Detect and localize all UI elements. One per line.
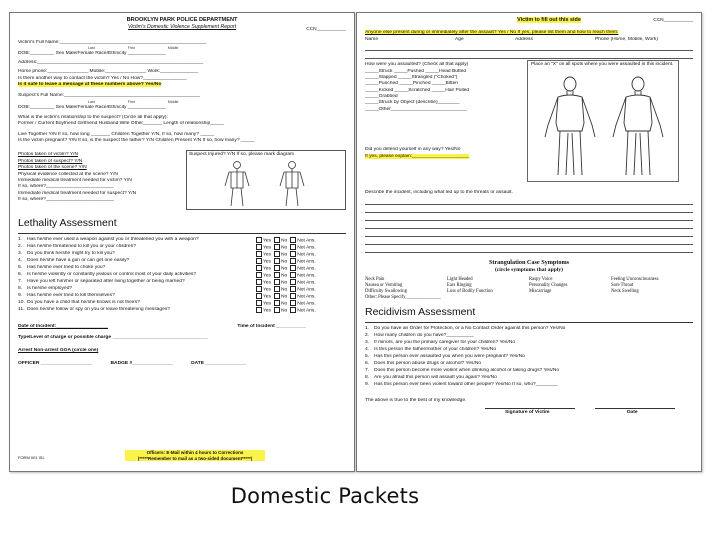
date-of-incident: Date of Incident:___________________ <box>18 324 108 330</box>
injury-diagram-box <box>527 60 679 182</box>
checkbox-icon[interactable] <box>256 300 262 306</box>
answer-option[interactable]: No <box>274 244 287 252</box>
suspect-injured-label: Suspect Injured? Y/N If so, please mark diagram <box>189 152 295 158</box>
slide-caption: Domestic Packets <box>230 484 420 508</box>
suspect-dob-line: DOB:_________ Sex Male/Female Race/Ethnicity ______________ <box>18 104 166 110</box>
victim-address-line: Address:_____________________________________________________________ <box>18 59 204 65</box>
strangulation-subtitle: (circle symptoms that apply) <box>494 266 564 273</box>
place-x-instruction: Place an "X" on all spots where you were assaulted in this incident. <box>531 62 674 68</box>
answer-option[interactable]: Not Ans. <box>290 286 316 294</box>
symptom-item[interactable]: Raspy Voice <box>529 276 553 282</box>
description-lines <box>365 197 693 253</box>
answer-option[interactable]: Not Ans. <box>290 293 316 301</box>
lethality-question: 11. Does he/she follow or spy on you or leave threatening messages? Yes No Not Ans. <box>18 307 316 313</box>
checkbox-icon[interactable] <box>256 307 262 313</box>
checkbox-icon[interactable] <box>274 286 280 292</box>
checkbox-icon[interactable] <box>256 237 262 243</box>
checkbox-icon[interactable] <box>290 265 296 271</box>
medical-victim-where: If so, where?_________________________ <box>18 184 114 190</box>
answer-option[interactable]: Yes <box>256 307 271 315</box>
recidivism-question: 6. Does this person abuse drugs or alcohol? Yes/No <box>365 361 482 367</box>
checkbox-icon[interactable] <box>256 279 262 285</box>
lethality-question: 5. Has he/she ever tried to choke you? Yes No Not Ans. <box>18 265 316 271</box>
pregnant-line: Is the victim pregnant? Y/N If so, is the suspect the father? Y/N Children Present Y/N If so, how many? _____ <box>18 138 255 143</box>
answer-option[interactable]: Not Ans. <box>290 265 316 273</box>
recidivism-question: 7. Does this person become more violent when drinking alcohol or taking drugs? Yes/No <box>365 368 560 374</box>
answer-option[interactable]: No <box>274 251 287 259</box>
answer-option[interactable]: Yes <box>256 286 271 294</box>
checkbox-icon[interactable] <box>256 272 262 278</box>
symptom-item[interactable]: Loss of Bodily Function <box>447 289 493 295</box>
lethality-title: Lethality Assessment <box>18 217 117 230</box>
recidivism-title: Recidivism Assessment <box>365 306 476 319</box>
photo-victim: Photos taken of victim? Y/N <box>18 152 78 158</box>
description-line[interactable] <box>365 245 693 253</box>
description-line[interactable] <box>365 237 693 245</box>
date-label: Date <box>627 410 638 416</box>
answer-option[interactable]: No <box>274 265 287 273</box>
answer-option[interactable]: Not Ans. <box>290 307 316 315</box>
lethality-question: 9. Has he/she ever tried to kill themselves? Yes No Not Ans. <box>18 293 316 299</box>
checkbox-icon[interactable] <box>274 251 280 257</box>
lethality-list <box>18 237 346 314</box>
description-line[interactable] <box>365 229 693 237</box>
recidivism-question: 1. Do you have an Order for Protection, or a No Contact Order against this person? Yes/No <box>365 326 566 332</box>
assault-question: How were you assaulted? (Check all that apply) <box>365 62 469 68</box>
answer-option[interactable]: Not Ans. <box>290 300 316 308</box>
checkbox-icon[interactable] <box>290 272 296 278</box>
describe-incident: Describe the incident, including what led up to the threats or assault. <box>365 190 513 196</box>
physical-evidence: Physical evidence collected at the scene? Y/N <box>18 171 118 177</box>
answer-option[interactable]: Yes <box>256 293 271 301</box>
checkbox-icon[interactable] <box>256 265 262 271</box>
victim-side-title: Victim to fill out this side <box>517 17 581 23</box>
answer-option[interactable]: Yes <box>256 237 271 245</box>
officer-note <box>125 450 265 461</box>
symptom-grid <box>365 277 693 301</box>
victim-name-line: Victim's Full Name:______________________________________________________ <box>18 39 207 45</box>
recidivism-question: 8. Are you afraid this person will assault you again? Yes/No <box>365 375 497 381</box>
checkbox-icon[interactable] <box>290 237 296 243</box>
answer-option[interactable]: No <box>274 279 287 287</box>
symptom-item[interactable]: Sore Throat <box>611 282 634 288</box>
symptom-item[interactable]: Ears Ringing <box>447 282 472 288</box>
assault-option: _____Other____________________________ <box>365 106 467 112</box>
name-labels: Last First Middle <box>88 45 179 50</box>
checkbox-icon[interactable] <box>274 279 280 285</box>
checkbox-icon[interactable] <box>274 307 280 313</box>
recidivism-question: 9. Has this person ever been violent toward other people? Yes/No If so, who?________ <box>365 382 558 388</box>
assault-option: _____Struck by Object (describe)________ <box>365 100 460 106</box>
answer-option[interactable]: No <box>274 293 287 301</box>
note-line-1: Officers: E-Mail within 4 hours to Corrections <box>146 450 244 455</box>
checkbox-icon[interactable] <box>274 293 280 299</box>
answer-option[interactable]: Not Ans. <box>290 251 316 259</box>
date-field: DATE _______________ <box>191 361 247 367</box>
answer-option[interactable]: No <box>274 300 287 308</box>
answer-option[interactable]: Not Ans. <box>290 279 316 287</box>
description-line[interactable] <box>365 213 693 221</box>
form-number: FORM 001 ISL <box>18 455 45 460</box>
medical-suspect: Immediate medical treatment needed for suspect? Y/N <box>18 190 137 196</box>
checkbox-icon[interactable] <box>274 244 280 250</box>
answer-option[interactable]: Yes <box>256 244 271 252</box>
suspect-name-line: Suspect's Full Name:__________________________________________________ <box>18 93 201 99</box>
defend-question: Did you defend yourself in any way? Yes/No <box>365 147 461 153</box>
witness-question: Anyone else present during or immediately after the assault? Yes / No If yes, please list them and how to reach them: <box>365 30 619 36</box>
lethality-question: 7. Have you left him/her or separated after living together or being married? Yes No Not Ans. <box>18 279 316 285</box>
photo-suspect: Photos taken of suspect? Y/N <box>18 158 83 164</box>
note-line-2: (*****Remember to mail as a two-sided document*****) <box>137 455 253 461</box>
truth-statement: The above is true to the best of my knowledge. <box>365 397 467 403</box>
answer-option[interactable]: Not Ans. <box>290 258 316 266</box>
description-line[interactable] <box>365 197 693 205</box>
assault-option: _____Kicked _____Scratched _____Hair Pulled <box>365 87 470 93</box>
answer-option[interactable]: Not Ans. <box>290 244 316 252</box>
department-title: BROOKLYN PARK POLICE DEPARTMENT <box>126 17 238 23</box>
badge-field: BADGE #_______________ <box>110 361 174 367</box>
checkbox-icon[interactable] <box>274 272 280 278</box>
checkbox-icon[interactable] <box>274 237 280 243</box>
assault-option: _____Struck _____Pushed _____Head Butted <box>365 68 467 74</box>
answer-option[interactable]: Yes <box>256 258 271 266</box>
answer-option[interactable]: No <box>274 237 287 245</box>
report-title: Victim's Domestic Violence Supplement Report <box>127 24 237 31</box>
checkbox-icon[interactable] <box>290 251 296 257</box>
answer-option[interactable]: Yes <box>256 272 271 280</box>
recidivism-question: 4. Is this person the father/mother of your children? Yes/No <box>365 347 497 353</box>
medical-victim: Immediate medical treatment needed for victim? Y/N <box>18 177 132 183</box>
recidivism-question: 5. Has this person ever assaulted you when you were pregnant? Yes/No <box>365 354 525 360</box>
checkbox-icon[interactable] <box>290 286 296 292</box>
witness-col-name: Name <box>365 36 379 42</box>
answer-option[interactable]: Yes <box>256 265 271 273</box>
answer-option[interactable]: No <box>274 272 287 280</box>
answer-option[interactable]: Yes <box>256 251 271 259</box>
lethality-question: 8. Is he/she employed? Yes No Not Ans. <box>18 286 316 292</box>
photo-scene: Photos taken of the scene? Y/N <box>18 165 87 171</box>
arrest-line: Arrest Non-arrest GOA (circle one) <box>18 347 99 353</box>
medical-suspect-where: If so, where?_________________________ <box>18 197 114 202</box>
symptom-item[interactable] <box>611 295 693 301</box>
assault-option: _____Grabbed <box>365 94 398 99</box>
victim-supplement-page <box>9 12 355 472</box>
answer-option[interactable]: Yes <box>256 279 271 287</box>
answer-option[interactable]: Yes <box>256 300 271 308</box>
body-front-large-icon <box>540 75 600 179</box>
checkbox-icon[interactable] <box>256 251 262 257</box>
assault-option: _____Punched _____Pinched _____Bitten <box>365 81 459 87</box>
officer-field: OFFICER ___________________ <box>18 361 93 367</box>
relationship-options: Former / Current Boyfriend Girlfriend Husband Wife Other_______ Length of relationship_____ <box>18 121 224 127</box>
live-together-line: Live Together Y/N If so, how long _______ Children Together Y/N, If so, how many? _____ <box>18 131 214 137</box>
relationship-question: What is the victim's relationship to the suspect? (Circle all that apply): <box>18 114 168 120</box>
description-line[interactable] <box>365 221 693 229</box>
symptom-item[interactable] <box>447 295 529 301</box>
victim-phone-line: Home phone:_______________ Mobile:_______________ Work:______________ <box>18 69 199 75</box>
symptom-item[interactable]: Difficulty Swallowing <box>365 289 407 295</box>
witness-col-phone: Phone (Home, Mobile, Work) <box>595 36 658 42</box>
body-back-large-icon <box>608 75 668 179</box>
victim-dob-line: DOB:_________ Sex Male/Female Race/Ethnicity ______________ <box>18 50 166 56</box>
checkbox-icon[interactable] <box>274 258 280 264</box>
explain-line: If yes, please explain:_____________________ <box>365 153 470 159</box>
assault-option: _____Slapped _____Strangled ("Choked") <box>365 74 458 80</box>
time-of-incident: Time of Incident ___________ <box>237 324 306 330</box>
answer-option[interactable]: Not Ans. <box>290 237 316 245</box>
description-line[interactable] <box>365 205 693 213</box>
ccn-field-2: CCN___________ <box>653 18 693 23</box>
suspect-injury-box <box>186 150 346 210</box>
suspect-name-labels: Last First Middle <box>88 99 179 104</box>
strangulation-title: Strangulation Case Symptoms <box>488 258 570 266</box>
lethality-question: 3. Do you think he/she might try to kill you? Yes No Not Ans. <box>18 251 316 257</box>
checkbox-icon[interactable] <box>256 258 262 264</box>
checkbox-icon[interactable] <box>290 244 296 250</box>
symptom-item[interactable]: Light Headed <box>447 276 473 282</box>
witness-col-address: Address <box>515 36 533 42</box>
recidivism-question: 2. How many children do you have?__________ <box>365 333 474 339</box>
answer-option[interactable]: No <box>274 258 287 266</box>
body-back-icon <box>272 160 312 208</box>
lethality-question: 1. Has he/she ever used a weapon against you or threatened you with a weapon? Yes No Not Ans. <box>18 237 316 243</box>
ccn-field: CCN___________ <box>306 27 346 32</box>
checkbox-icon[interactable] <box>290 279 296 285</box>
symptom-item[interactable] <box>529 295 611 301</box>
checkbox-icon[interactable] <box>256 286 262 292</box>
signature-label: Signature of Victim <box>505 410 550 416</box>
charge-line: Type/Level of charge or possible charge ___________________________________ <box>18 335 208 341</box>
lethality-question: 4. Does he/she have a gun or can get one easily? Yes No Not Ans. <box>18 258 316 264</box>
symptom-item[interactable]: Neck Swelling <box>611 289 639 295</box>
checkbox-icon[interactable] <box>290 300 296 306</box>
answer-option[interactable]: No <box>274 307 287 315</box>
lethality-question: 2. Has he/she threatened to kill you or your children? Yes No Not Ans. <box>18 244 316 250</box>
victim-side-page <box>356 12 702 472</box>
symptom-item[interactable]: Nausea or Vomiting <box>365 282 403 288</box>
symptom-item[interactable]: Feeling Unconsciousness <box>611 276 659 282</box>
answer-option[interactable]: Not Ans. <box>290 272 316 280</box>
witness-col-age: Age <box>455 36 464 42</box>
checkbox-icon[interactable] <box>256 293 262 299</box>
lethality-question: 10. Do you have a child that he/she knows is not theirs? Yes No Not Ans. <box>18 300 316 306</box>
symptom-item[interactable]: Neck Pain <box>365 276 385 282</box>
safe-message-line: Is it safe to leave a message at these numbers above? Yes/No <box>18 82 162 88</box>
checkbox-icon[interactable] <box>256 244 262 250</box>
answer-option[interactable]: No <box>274 286 287 294</box>
assault-list <box>365 69 525 114</box>
checkbox-icon[interactable] <box>290 293 296 299</box>
recidivism-list <box>365 326 693 389</box>
checkbox-icon[interactable] <box>274 300 280 306</box>
checkbox-icon[interactable] <box>290 258 296 264</box>
contact-line: Is there another way to contact the victim? Yes / No How?________________ <box>18 75 187 81</box>
recidivism-question: 3. If minors, are you the primary caregiver for your children? Yes/No <box>365 340 516 346</box>
lethality-question: 6. Is he/she violently or constantly jealous or control most of your daily activities? Yes No Not Ans. <box>18 272 316 278</box>
checkbox-icon[interactable] <box>290 307 296 313</box>
symptom-item[interactable]: Personality Changes <box>529 282 568 288</box>
checkbox-icon[interactable] <box>274 265 280 271</box>
body-front-icon <box>217 160 257 208</box>
symptom-item[interactable]: Other: Please Specify_______________ <box>365 295 441 301</box>
symptom-item[interactable]: Miscarriage <box>529 289 552 295</box>
